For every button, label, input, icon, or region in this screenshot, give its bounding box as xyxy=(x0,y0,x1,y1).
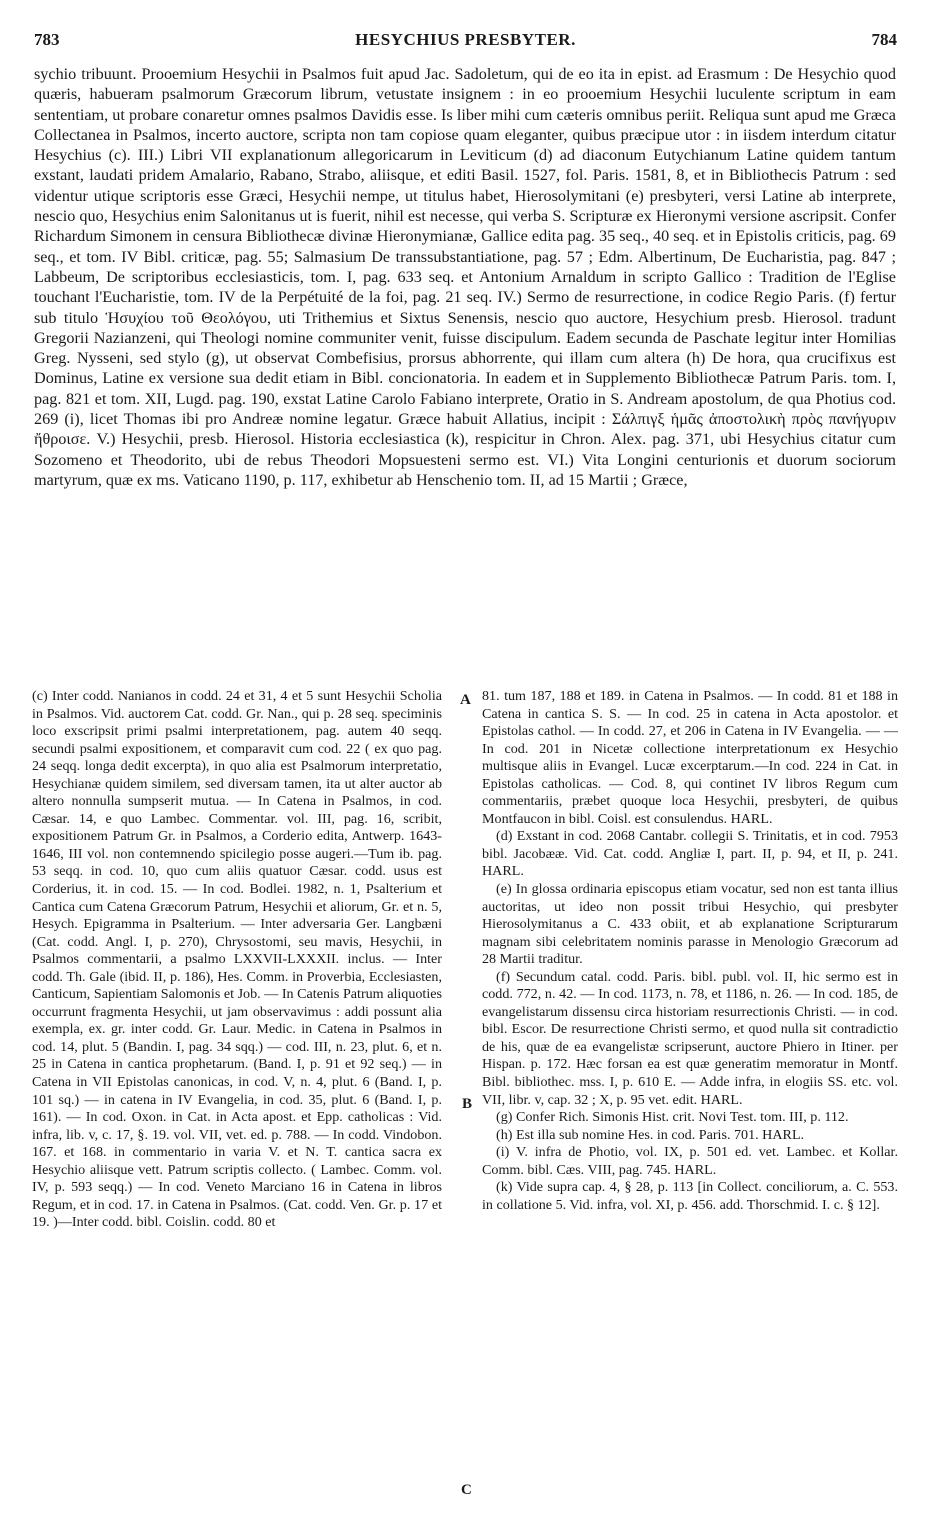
footnote-f: (f) Secundum catal. codd. Paris. bibl. publ. vol. II, hic sermo est in codd. 772, n. 42. — In cod. 1173, n. 78, et 1186, n. 26. — In cod. 185, de evangelistarum dissensu circa historiam resurrectionis Christi. — in cod. bibl. Escor. De resurrectione Christi sermo, et quod nulla sit contradictio de his, quæ de ea evangelistæ scripserunt, auctore Phiero in Itiner. per Hispan. p. 172. Hæc forsan ea est quæ generatim memoratur in Montf. Bibl. bibliothec. mss. I, p. 610 E. — Adde infra, in elogiis SS. etc. vol. VII, libr. v, cap. 32 ; X, p. 95 vet. edit. HARL. xyxy=(482,968,898,1108)
footnote-i: (i) V. infra de Photio, vol. IX, p. 501 ed. vet. Lambec. et Kollar. Comm. bibl. Cæs. VIII, pag. 745. HARL. xyxy=(482,1144,898,1178)
margin-letter-a: A xyxy=(460,692,471,708)
footnote-c-part2: 81. tum 187, 188 et 189. in Catena in Psalmos. — In codd. 81 et 188 in Catena in cantica S. S. — In cod. 25 in catena in Acta apostolor. et Epistolas cathol. — In codd. 27, et 206 in Catena in IV Evangelia. — — In cod. 201 in Nicetæ collectione interpretationum ex Hesychio multisque aliis in Evangel. Lucæ excerptarum.—In cod. 224 in Cat. in Epistolas catholicas. — Cod. 8, qui continet IV libros Regum cum commentariis, præbet quoque loca Hesychii, presbyteri, de quibus Montfaucon in bibl. Coisl. est consulendus. HARL. xyxy=(482,688,898,827)
margin-letter-b: B xyxy=(462,1096,473,1112)
running-header xyxy=(34,30,897,58)
footnote-g: (g) Confer Rich. Simonis Hist. crit. Novi Test. tom. III, p. 112. xyxy=(496,1109,849,1126)
footnote-d: (d) Exstant in cod. 2068 Cantabr. collegii S. Trinitatis, et in cod. 7953 bibl. Jacobææ. Vid. Cat. codd. Angliæ I, part. II, p. 94, et II, p. 241. HARL. xyxy=(482,828,898,880)
footnotes-left-column xyxy=(32,688,442,1508)
footnote-e: (e) In glossa ordinaria episcopus etiam vocatur, sed non est tanta illius auctoritas, ut ideo non possit tribui Hesychio, qui presbyter Hierosolymitanus a C. 433 obiit, et ab explanatione Scripturarum magnam sibi celebritatem nominis parasse in Menologio Græcorum ad 28 Martii traditur. xyxy=(482,881,898,968)
footnote-k: (k) Vide supra cap. 4, § 28, p. 113 [in Collect. conciliorum, a. C. 553. in collatione 5. Vid. infra, vol. XI, p. 456. add. Thorschmid. I. c. § 12]. xyxy=(482,1179,898,1213)
footnote-h: (h) Est illa sub nomine Hes. in cod. Paris. 701. HARL. xyxy=(496,1126,805,1143)
margin-letter-c: C xyxy=(461,1482,472,1498)
page-number-left: 783 xyxy=(34,30,60,49)
footnotes-right-column xyxy=(482,688,898,1508)
running-title: HESYCHIUS PRESBYTER. xyxy=(355,30,576,49)
page-number-right: 784 xyxy=(871,30,897,49)
main-text xyxy=(34,64,896,674)
main-paragraph: sychio tribuunt. Prooemium Hesychii in Psalmos fuit apud Jac. Sadoletum, qui de eo ita in epist. ad Erasmum : De Hesychio quod quæris, habueram psalmorum Græcorum librum, vetustate insignem : in eo prooemium Hesychii luculente scriptum in eam sententiam, ut probare conaretur omnes psalmos Davidis esse. Is liber mihi cum cæteris omnibus periit. Reliqua sunt apud me Græca Collectanea in Psalmos, incerto auctore, scripta non tam copiose quam eleganter, quibus præcipue utor : in iisdem interdum citatur Hesychius (c). III.) Libri VII explanationum allegoricarum in Leviticum (d) ad diaconum Eutychianum Latine quidem tantum exstant, laudati pridem Amalario, Rabano, Strabo, aliisque, et editi Basil. 1527, fol. Paris. 1581, 8, et in Bibliothecis Patrum : sed videntur utique scriptoris esse Græci, Hesychii nempe, ut titulus habet, Hierosolymitani (e) presbyteri, versi Latine ab interprete, nescio quo, Hesychius enim Salonitanus ut is fuerit, nihil est necesse, qui verba S. Scripturæ ex Hieronymi versione ascripsit. Confer Richardum Simonem in censura Bibliothecæ divinæ Hieronymianæ, Gallice edita pag. 35 seq., 40 seq. et in Epistolis criticis, pag. 69 seq., et tom. IV Bibl. criticæ, pag. 55; Salmasium De transsubstantiatione, pag. 57 ; Edm. Albertinum, De Eucharistia, pag. 847 ; Labbeum, De scriptoribus ecclesiasticis, tom. I, pag. 633 seq. et Antonium Arnaldum in scripto Gallico : Tradition de l'Eglise touchant l'Eucharistie, tom. IV de la Perpétuité de la foi, pag. 21 seq. IV.) Sermo de resurrectione, in codice Regio Paris. (f) fertur sub titulo Ἡσυχίου τοῦ Θεολόγου, uti Trithemius et Sixtus Senensis, nescio quo auctore, Hesychium presb. Hierosol. tradunt Gregorii Nazianzeni, qui Theologi nomine communiter venit, fuisse discipulum. Eadem secunda de Paschate legitur inter Homilias Greg. Nysseni, sed stylo (g), ut observat Combefisius, prorsus abhorrente, qui illam cum altera (h) De hora, qua crucifixus est Dominus, Latine ex versione sua dedit etiam in Bibl. concionatoria. In eadem et in Supplemento Bibliothecæ Patrum Paris. tom. I, pag. 821 et tom. XII, Lugd. pag. 190, exstat Latine Carolo Fabiano interprete, Oratio in S. Andream apostolum, de qua Photius cod. 269 (i), licet Thomas ibi pro Andreæ nomine legatur. Græce habuit Allatius, incipit : Σάλπιγξ ἡμᾶς ἀποστολικὴ πρὸς πανήγυριν ἤθροισε. V.) Hesychii, presb. Hierosol. Historia ecclesiastica (k), respicitur in Chron. Alex. pag. 371, ubi Hesychius citatur cum Sozomeno et Theodorito, ubi de rebus Theodori Mopsuesteni sermo est. VI.) Vita Longini centurionis et duorum sociorum martyrum, quæ ex ms. Vaticano 1190, p. 117, exhibetur ab Henschenio tom. II, ad 15 Martii ; Græce, xyxy=(34,65,896,489)
footnote-c-part1: (c) Inter codd. Nanianos in codd. 24 et 31, 4 et 5 sunt Hesychii Scholia in Psalmos. Vid. auctorem Cat. codd. Gr. Nan., qui p. 28 seq. speciminis loco exscripsit primi psalmi interpretationem, pag. autem 40 seqq. secundi psalmi expositionem, et comparavit cum cod. 22 ( ex quo pag. 24 seqq. longa dedit excerpta), in quo alia est Psalmorum interpretatio, Hesychianæ quidem similem, sed diversam tamen, ita ut alter auctor ab altero nonnulla sumpserit mutua. — In Catena in Psalmos, in cod. Cæsar. 14, e quo Lambec. Commentar. vol. III, pag. 16, scribit, expositionem Patrum Gr. in Psalmos, a Corderio edita, Antwerp. 1643-1646, III vol. non contemnendo spicilegio posse augeri.—Tum ib. pag. 53 seqq. in cod. 10, quo cum aliis quatuor Cæsar. codd. usus est Corderius, it. in cod. 15. — In cod. Bodlei. 1982, n. 1, Psalterium et Cantica cum Catena Græcorum Patrum, Hesychii et aliorum, Gr. et n. 5, Hesych. Epigramma in Psalterium. — Inter adversaria Ger. Langbæni (Cat. codd. Angl. I, p. 270), Chrysostomi, seu mavis, Hesychii, in Psalmos commentarii, a psalmo LXXVII-LXXXII. inclus. — Inter codd. Th. Gale (ibid. II, p. 186), Hes. Comm. in Proverbia, Ecclesiasten, Canticum, Sapientiam Salomonis et Job. — In Catenis Patrum aliquoties occurrunt fragmenta Hesychii, ut jam observavimus : addi possunt alia exempla, ex. gr. inter codd. Gr. Laur. Medic. in Catena in Psalmos in cod. 14, plut. 5 (Bandin. I, pag. 34 sqq.) — cod. III, n. 23, plut. 6, et n. 25 in Catena in cantica prophetarum. (Band. I, p. 91 et 92 seq.) — in Catena in VII Epistolas canonicas, in cod. V, n. 4, plut. 6 (Band. I, p. 101 sq.) — in catena in IV Evangelia, in cod. 35, plut. 6 (Band. I, p. 161). — In cod. Oxon. in Cat. in Acta apost. et Epp. catholicas : Vid. infra, lib. v, c. 17, §. 19. vol. VII, vet. ed. p. 788. — In codd. Vindobon. 167. et 168. in commentario in varia V. et N. T. cantica sacra ex Hesychio aliisque vett. Patrum scriptis collecto. ( Lambec. Comm. vol. IV, p. 593 seqq.) — In cod. Veneto Marciano 16 in Catena in libros Regum, et in cod. 17. in Catena in Psalmos. (Cat. codd. Ven. Gr. p. 17 et 19. )—Inter codd. bibl. Coislin. codd. 80 et xyxy=(32,688,442,1231)
